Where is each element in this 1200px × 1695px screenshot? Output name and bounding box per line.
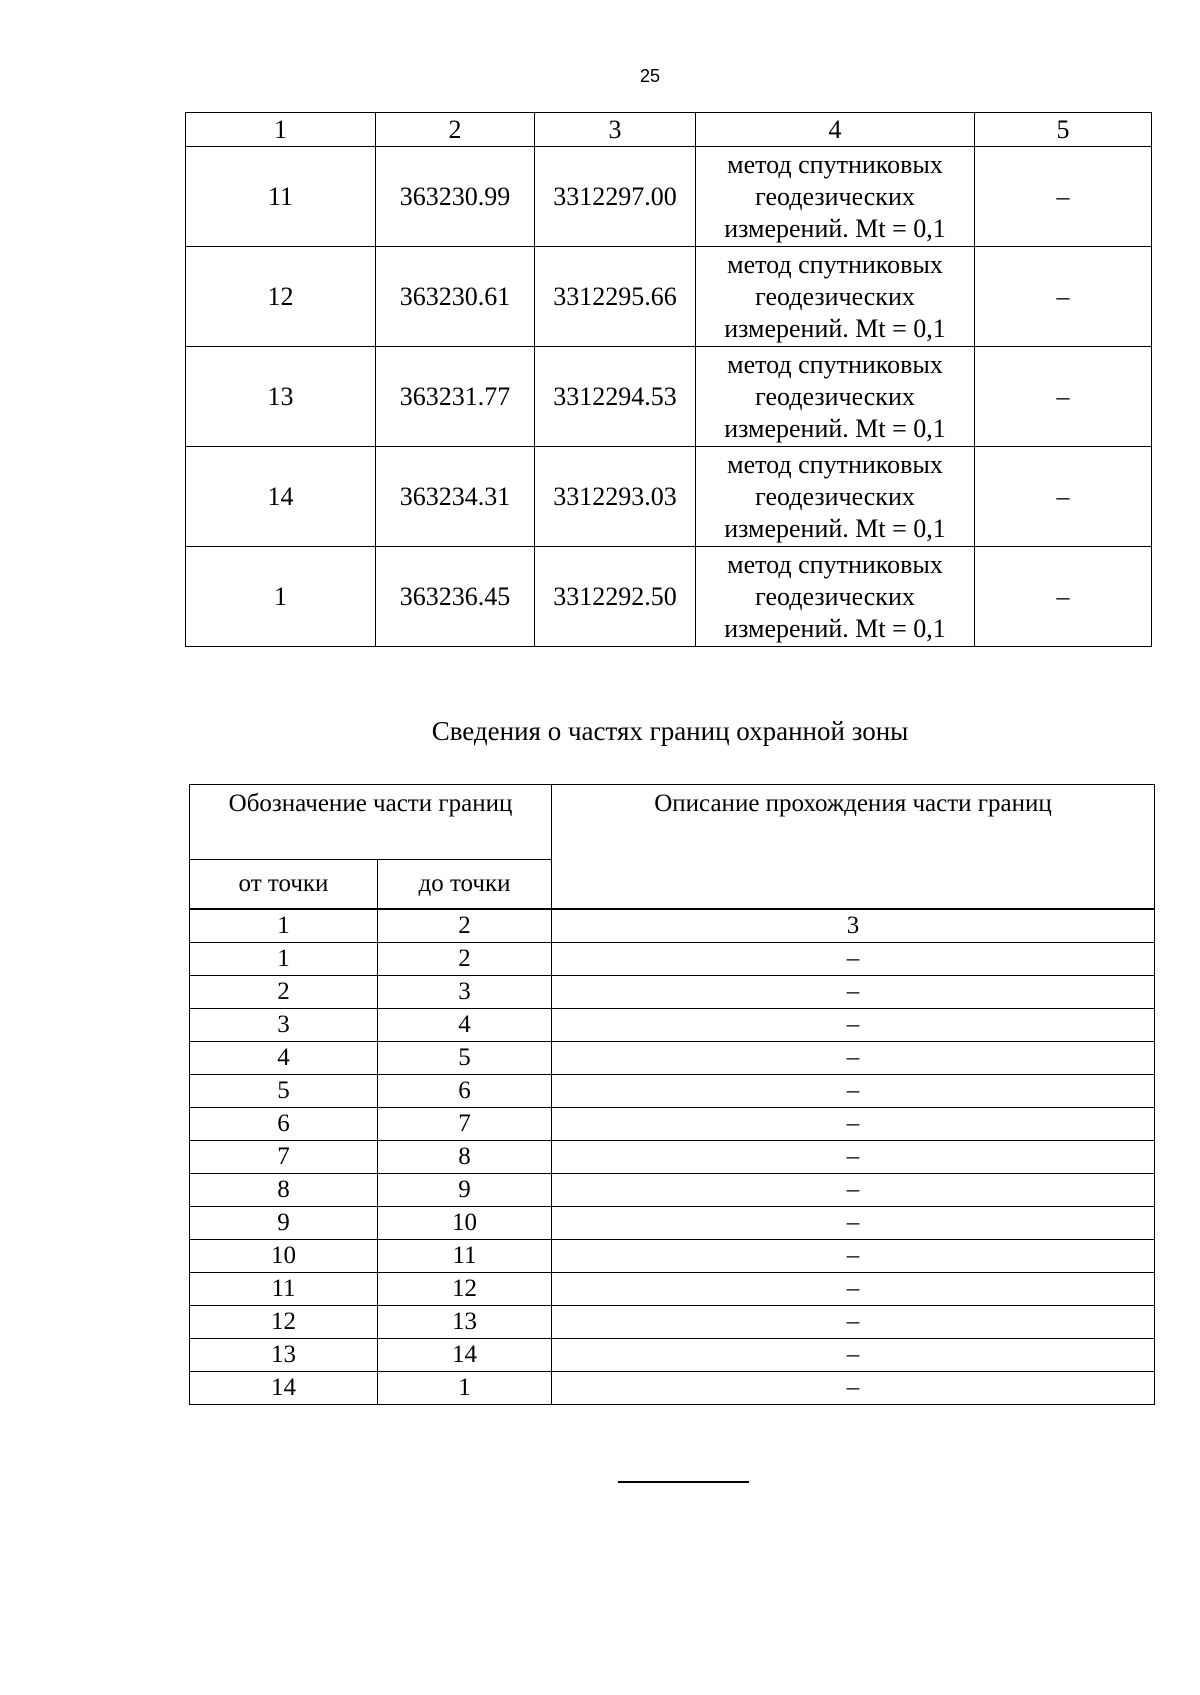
- table-row: [190, 1141, 1155, 1174]
- to-point: 1: [378, 1372, 552, 1405]
- point-number: 1: [186, 547, 376, 647]
- designation-header: Обозначение части границ: [190, 785, 552, 860]
- determination-method: [696, 147, 975, 247]
- to-point: 6: [378, 1075, 552, 1108]
- table-row: [190, 1207, 1155, 1240]
- description: –: [552, 976, 1155, 1009]
- table-row: [190, 1108, 1155, 1141]
- note-dash: –: [975, 347, 1152, 447]
- to-point: 14: [378, 1339, 552, 1372]
- from-point: 8: [190, 1174, 378, 1207]
- method-line: метод спутниковых: [727, 349, 943, 379]
- table-row: [190, 1372, 1155, 1405]
- coordinates-table-header: [186, 113, 1152, 147]
- table-row: [186, 247, 1152, 347]
- method-line: метод спутниковых: [727, 449, 943, 479]
- determination-method: [696, 447, 975, 547]
- table-row: [190, 976, 1155, 1009]
- from-point: 5: [190, 1075, 378, 1108]
- method-line: измерений. Mt = 0,1: [724, 413, 946, 443]
- table-row: [190, 1075, 1155, 1108]
- note-dash: –: [975, 147, 1152, 247]
- to-point: 5: [378, 1042, 552, 1075]
- determination-method: [696, 347, 975, 447]
- table-row: [190, 1306, 1155, 1339]
- from-point: 10: [190, 1240, 378, 1273]
- point-number: 12: [186, 247, 376, 347]
- note-dash: –: [975, 247, 1152, 347]
- coordinate-x: 363230.99: [376, 147, 535, 247]
- table-row: [190, 1174, 1155, 1207]
- to-point: 4: [378, 1009, 552, 1042]
- to-point: 13: [378, 1306, 552, 1339]
- coordinate-y: 3312297.00: [535, 147, 696, 247]
- from-point: 13: [190, 1339, 378, 1372]
- table-row: [190, 943, 1155, 976]
- method-line: измерений. Mt = 0,1: [724, 513, 946, 543]
- method-line: измерений. Mt = 0,1: [724, 313, 946, 343]
- column-number-2: 2: [376, 113, 535, 147]
- method-line: геодезических: [755, 181, 915, 211]
- from-point: 14: [190, 1372, 378, 1405]
- column-number: 2: [378, 909, 552, 943]
- to-point: 2: [378, 943, 552, 976]
- determination-method: [696, 547, 975, 647]
- coordinate-y: 3312293.03: [535, 447, 696, 547]
- coordinate-x: 363230.61: [376, 247, 535, 347]
- to-point-header: до точки: [378, 860, 552, 910]
- method-line: метод спутниковых: [727, 149, 943, 179]
- table-row: [190, 1339, 1155, 1372]
- table-row: [190, 1009, 1155, 1042]
- description: –: [552, 1372, 1155, 1405]
- method-line: измерений. Mt = 0,1: [724, 613, 946, 643]
- from-point: 7: [190, 1141, 378, 1174]
- from-point: 1: [190, 943, 378, 976]
- column-number-1: 1: [186, 113, 376, 147]
- from-point-header: от точки: [190, 860, 378, 910]
- description: –: [552, 1042, 1155, 1075]
- table-row: [190, 1273, 1155, 1306]
- method-line: геодезических: [755, 581, 915, 611]
- point-number: 11: [186, 147, 376, 247]
- description: –: [552, 1339, 1155, 1372]
- from-point: 3: [190, 1009, 378, 1042]
- table-row: [190, 1240, 1155, 1273]
- to-point: 10: [378, 1207, 552, 1240]
- description: –: [552, 1273, 1155, 1306]
- column-number-4: 4: [696, 113, 975, 147]
- column-numbering-row: [190, 909, 1155, 943]
- coordinate-y: 3312295.66: [535, 247, 696, 347]
- point-number: 14: [186, 447, 376, 547]
- column-number-5: 5: [975, 113, 1152, 147]
- method-line: геодезических: [755, 481, 915, 511]
- method-line: геодезических: [755, 381, 915, 411]
- column-number-3: 3: [535, 113, 696, 147]
- method-line: метод спутниковых: [727, 549, 943, 579]
- description: –: [552, 1174, 1155, 1207]
- from-point: 11: [190, 1273, 378, 1306]
- from-point: 12: [190, 1306, 378, 1339]
- table-row: [190, 1042, 1155, 1075]
- table-row: [186, 547, 1152, 647]
- method-line: геодезических: [755, 281, 915, 311]
- coordinate-x: 363231.77: [376, 347, 535, 447]
- description: –: [552, 1141, 1155, 1174]
- determination-method: [696, 247, 975, 347]
- to-point: 7: [378, 1108, 552, 1141]
- from-point: 2: [190, 976, 378, 1009]
- note-dash: –: [975, 547, 1152, 647]
- coordinates-table: [185, 112, 1152, 647]
- table-row: [186, 147, 1152, 247]
- column-number: 3: [552, 909, 1155, 943]
- coordinate-x: 363234.31: [376, 447, 535, 547]
- from-point: 4: [190, 1042, 378, 1075]
- method-line: измерений. Mt = 0,1: [724, 213, 946, 243]
- to-point: 8: [378, 1141, 552, 1174]
- description: –: [552, 1009, 1155, 1042]
- table-row: [186, 447, 1152, 547]
- method-line: метод спутниковых: [727, 249, 943, 279]
- table-row: [186, 347, 1152, 447]
- column-number: 1: [190, 909, 378, 943]
- parts-table-header: [190, 785, 1155, 860]
- description: –: [552, 1207, 1155, 1240]
- to-point: 11: [378, 1240, 552, 1273]
- section-title: Сведения о частях границ охранной зоны: [431, 716, 909, 746]
- boundary-parts-table: [189, 784, 1155, 1405]
- coordinate-x: 363236.45: [376, 547, 535, 647]
- description: –: [552, 1306, 1155, 1339]
- description: –: [552, 1075, 1155, 1108]
- description-header: Описание прохождения части границ: [552, 785, 1155, 910]
- from-point: 9: [190, 1207, 378, 1240]
- coordinate-y: 3312294.53: [535, 347, 696, 447]
- from-point: 6: [190, 1108, 378, 1141]
- description: –: [552, 1240, 1155, 1273]
- description: –: [552, 1108, 1155, 1141]
- note-dash: –: [975, 447, 1152, 547]
- to-point: 12: [378, 1273, 552, 1306]
- point-number: 13: [186, 347, 376, 447]
- page-number: 25: [639, 66, 661, 86]
- end-of-section-rule: [618, 1481, 749, 1483]
- to-point: 3: [378, 976, 552, 1009]
- coordinate-y: 3312292.50: [535, 547, 696, 647]
- description: –: [552, 943, 1155, 976]
- to-point: 9: [378, 1174, 552, 1207]
